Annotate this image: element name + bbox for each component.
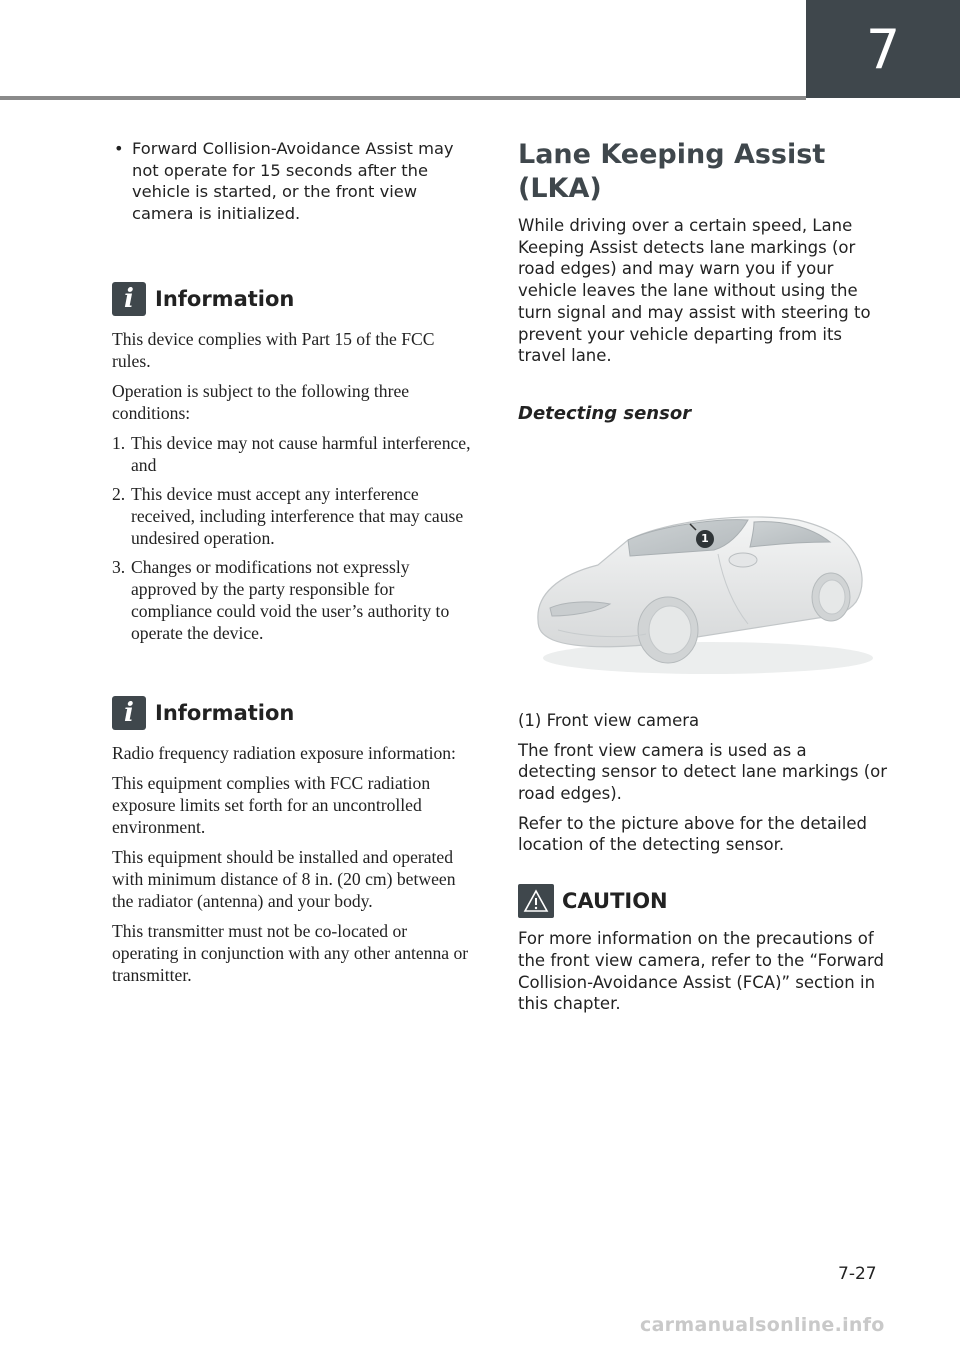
- header-rule: [0, 96, 806, 100]
- info1-paragraph-1: This device complies with Part 15 of the FCC rules.: [112, 329, 435, 371]
- page-number: 7-27: [838, 1264, 877, 1284]
- detail-text-1: The front view camera is used as a detecting sensor to detect lane markings (or road edges).: [518, 740, 888, 804]
- detail-text-2: Refer to the picture above for the detailed location of the detecting sensor.: [518, 813, 867, 855]
- list-text: This device must accept any interference received, including interference that may cause undesired operation.: [131, 484, 464, 548]
- intro-text: While driving over a certain speed, Lane Keeping Assist detects lane markings (or road edges) and may warn you if your vehicle leaves the lane without using the turn signal and may assist with steering to prevent your vehicle departing from its travel lane.: [518, 216, 871, 366]
- bullet-item: [112, 138, 472, 224]
- callout-badge: [696, 530, 714, 548]
- list-item: [112, 483, 472, 549]
- list-number: 3.: [112, 557, 126, 577]
- info-icon: i: [112, 696, 146, 730]
- info-body-1: [112, 328, 472, 644]
- info2-paragraph-1: Radio frequency radiation exposure information:: [112, 743, 456, 763]
- list-number: 1.: [112, 433, 126, 453]
- caution-heading: [518, 884, 888, 918]
- caution-text: For more information on the precautions of the front view camera, refer to the “Forward Collision-Avoidance Assist (FCA)” section in this chapter.: [518, 929, 884, 1014]
- list-text: This device may not cause harmful interference, and: [131, 433, 471, 475]
- list-number: 2.: [112, 484, 126, 504]
- info-heading-2: [112, 696, 472, 730]
- callout-number: 1: [701, 532, 709, 546]
- bullet-dot: •: [114, 139, 124, 158]
- info2-paragraph-4: This transmitter must not be co-located or operating in conjunction with any other antenna or transmitter.: [112, 921, 469, 985]
- caution-body: [518, 928, 888, 1015]
- list-text: Changes or modifications not expressly approved by the party responsible for compliance could void the user’s authority to operate the device.: [131, 557, 450, 643]
- list-item: [112, 556, 472, 644]
- car-illustration: [518, 490, 878, 690]
- info-title-1: Information: [155, 287, 295, 311]
- info1-list: [112, 432, 472, 644]
- warning-triangle-icon: [518, 884, 554, 918]
- list-item: [112, 432, 472, 476]
- info-body-2: [112, 742, 472, 986]
- info-heading-1: [112, 282, 472, 316]
- left-column: [112, 138, 472, 986]
- info2-paragraph-3: This equipment should be installed and operated with minimum distance of 8 in. (20 cm) between the radiator (antenna) and your body.: [112, 847, 456, 911]
- info2-paragraph-2: This equipment complies with FCC radiation exposure limits set forth for an uncontrolled environment.: [112, 773, 431, 837]
- intro-paragraph: [518, 215, 888, 367]
- detail-paragraph-2: [518, 813, 888, 856]
- section-title: Lane Keeping Assist (LKA): [518, 139, 826, 204]
- bullet-text: Forward Collision-Avoidance Assist may not operate for 15 seconds after the vehicle is started, or the front view camera is initialized.: [132, 139, 454, 223]
- info-title-2: Information: [155, 701, 295, 725]
- subheading: Detecting sensor: [518, 402, 692, 424]
- detail-paragraph-1: [518, 740, 888, 805]
- chapter-tab: [806, 0, 960, 98]
- caption-text: (1) Front view camera: [518, 710, 700, 730]
- caution-title: CAUTION: [562, 889, 668, 914]
- car-figure: [518, 490, 878, 690]
- info-icon: i: [112, 282, 146, 316]
- chapter-number: 7: [865, 17, 901, 81]
- info1-paragraph-2: Operation is subject to the following three conditions:: [112, 381, 410, 423]
- figure-caption: [518, 710, 888, 732]
- watermark: carmanualsonline.info: [640, 1314, 885, 1336]
- right-column: [518, 138, 888, 1015]
